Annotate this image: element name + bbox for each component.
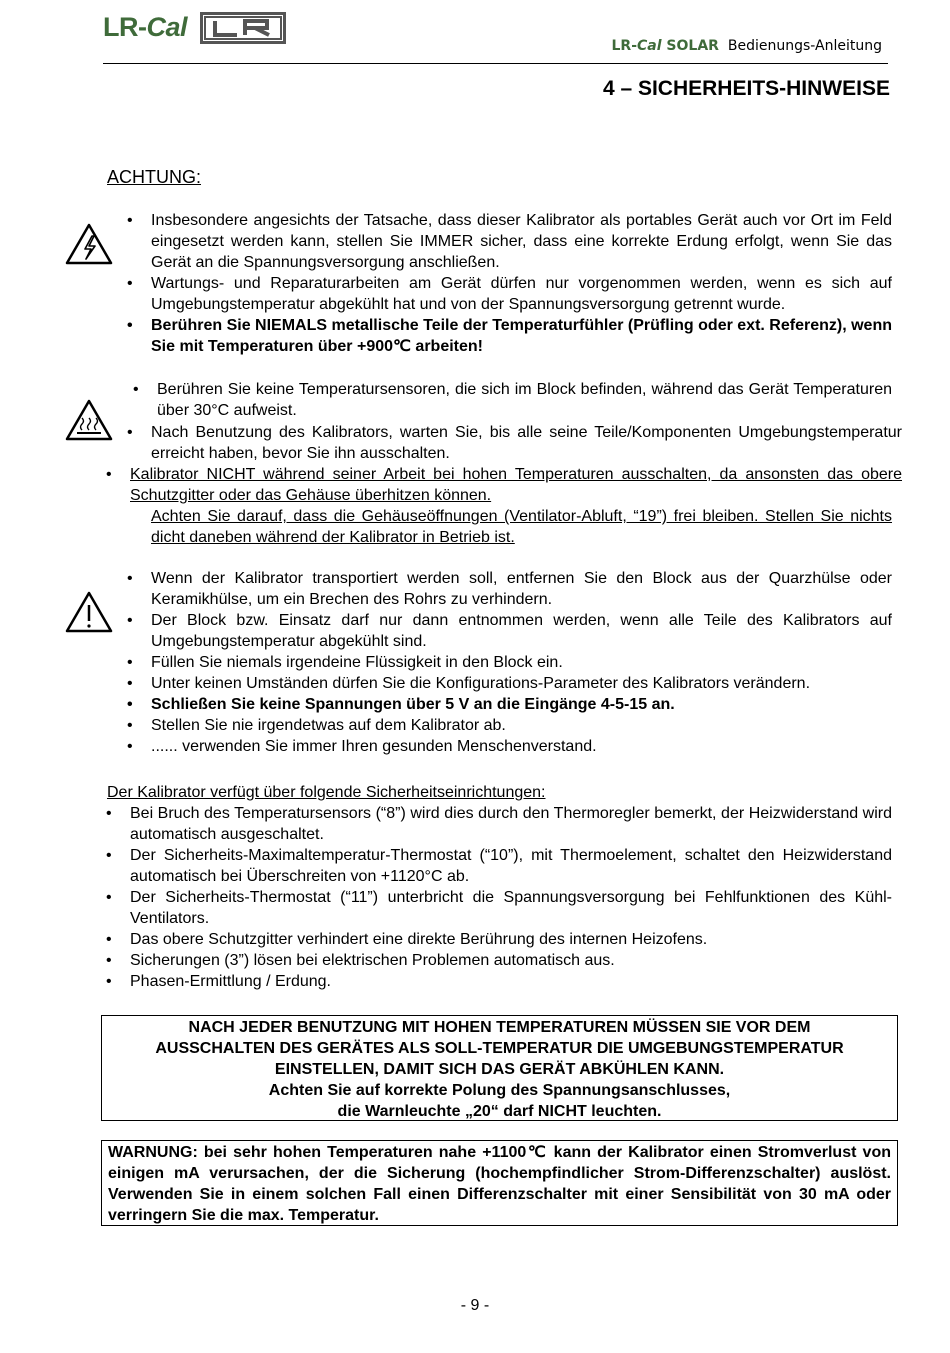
- notice-line: die Warnleuchte „20“ darf NICHT leuchten.: [337, 1103, 662, 1120]
- warning-list-hot-2: [151, 422, 902, 464]
- safety-heading: Der Kalibrator verfügt über folgende Sicherheitseinrichtungen:: [107, 784, 546, 801]
- list-item: • Der Block bzw. Einsatz darf nur dann entnommen werden, wenn alle Teile des Kalibrators auf Umgebungstemperatur abgekühlt sind.: [151, 610, 892, 652]
- notice-line: AUSSCHALTEN DES GERÄTES ALS SOLL-TEMPERATUR DIE UMGEBUNGSTEMPERATUR: [155, 1040, 844, 1057]
- list-item: • Phasen-Ermittlung / Erdung.: [130, 971, 892, 992]
- list-item: • Der Sicherheits-Thermostat (“11”) unterbricht die Spannungsversorgung bei Fehlfunktionen des Kühl-Ventilators.: [130, 887, 892, 929]
- header-divider: [103, 63, 888, 64]
- list-item: • Bei Bruch des Temperatursensors (“8”) wird dies durch den Thermoregler bemerkt, der Heizwiderstand wird automatisch ausgeschaltet.: [130, 803, 892, 845]
- page-number: - 9 -: [460, 1297, 490, 1314]
- leakage-warning-box: WARNUNG: bei sehr hohen Temperaturen nahe +1100℃ kann der Kalibrator einen Stromverlust von einigen mA verursachen, der die Sicherung (hochempfindlicher Strom-Differenzschalter) auslöst. Verwenden Sie in einem solchen Fall einen Differenzschalter mit einer Sensibilität von 30 mA oder verringern Sie die max. Temperatur.: [101, 1140, 898, 1226]
- list-item: • Sicherungen (3”) lösen bei elektrischen Problemen automatisch aus.: [130, 950, 892, 971]
- list-item: • Das obere Schutzgitter verhindert eine direkte Berührung des internen Heizofens.: [130, 929, 892, 950]
- electric-shock-warning-icon: [64, 222, 114, 266]
- notice-line: Achten Sie auf korrekte Polung des Spannungsanschlusses,: [268, 1082, 731, 1099]
- notice-line: NACH JEDER BENUTZUNG MIT HOHEN TEMPERATUREN MÜSSEN SIE VOR DEM: [188, 1019, 811, 1036]
- list-item: • Wenn der Kalibrator transportiert werden soll, entfernen Sie den Block aus der Quarzhülse oder Keramikhülse, um ein Brechen des Rohrs zu verhindern.: [151, 568, 892, 610]
- list-item: • Unter keinen Umständen dürfen Sie die Konfigurations-Parameter des Kalibrators verändern.: [151, 673, 892, 694]
- list-item: • Nach Benutzung des Kalibrators, warten Sie, bis alle seine Teile/Komponenten Umgebungstemperatur erreicht haben, bevor Sie ihn ausschalten.: [151, 422, 902, 464]
- list-item: • Der Sicherheits-Maximaltemperatur-Thermostat (“10”), mit Thermoelement, schaltet den Heizwiderstand automatisch bei Überschreiten von +1120°C ab.: [130, 845, 892, 887]
- warning-list-general: [151, 568, 892, 757]
- warning-list-electrical: [151, 210, 892, 357]
- list-item: • Berühren Sie keine Temperatursensoren, die sich im Block befinden, während das Gerät Temperaturen über 30°C aufweist.: [157, 379, 892, 421]
- list-item: • Berühren Sie NIEMALS metallische Teile der Temperaturfühler (Prüfling oder ext. Referenz), wenn Sie mit Temperaturen über +900℃ arbeiten!: [151, 315, 892, 357]
- ventilation-note: Achten Sie darauf, dass die Gehäuseöffnungen (Ventilator-Abluft, “19”) frei bleiben. Stellen Sie nichts dicht daneben während der Kalibrator in Betrieb ist.: [151, 508, 892, 546]
- achtung-label: ACHTUNG:: [107, 167, 201, 187]
- notice-line: EINSTELLEN, DAMIT SICH DAS GERÄT ABKÜHLEN KANN.: [274, 1061, 725, 1078]
- safety-devices-list: [130, 803, 892, 992]
- document-header: LR-Cal SOLAR Bedienungs-Anleitung: [611, 38, 882, 54]
- section-title: 4 – SICHERHEITS-HINWEISE: [602, 77, 890, 100]
- lr-logo-mark: [200, 12, 286, 44]
- list-item: • Kalibrator NICHT während seiner Arbeit bei hohen Temperaturen ausschalten, da ansonsten das obere Schutzgitter oder das Gehäuse überhitzen können.: [130, 464, 902, 506]
- list-item: • Stellen Sie nie irgendetwas auf dem Kalibrator ab.: [151, 715, 892, 736]
- company-logo: LR-Cal: [103, 12, 188, 42]
- list-item: • ...... verwenden Sie immer Ihren gesunden Menschenverstand.: [151, 736, 892, 757]
- list-item: • Insbesondere angesichts der Tatsache, dass dieser Kalibrator als portables Gerät auch vor Ort im Feld eingesetzt werden kann, stellen Sie IMMER sicher, dass eine korrekte Erdung erfolgt, wenn Sie das Gerät an die Spannungsversorgung anschließen.: [151, 210, 892, 273]
- general-warning-icon: [64, 590, 114, 634]
- hot-surface-warning-icon: [64, 398, 114, 442]
- list-item: • Schließen Sie keine Spannungen über 5 V an die Eingänge 4-5-15 an.: [151, 694, 892, 715]
- list-item: • Wartungs- und Reparaturarbeiten am Gerät dürfen nur vorgenommen werden, wenn es sich auf Umgebungstemperatur abgekühlt hat und von der Spannungsversorgung getrennt wurde.: [151, 273, 892, 315]
- warning-list-hot-3: [130, 464, 902, 506]
- warning-list-hot-1: [157, 379, 892, 421]
- list-item: • Füllen Sie niemals irgendeine Flüssigkeit in den Block ein.: [151, 652, 892, 673]
- cooldown-notice-box: [101, 1015, 898, 1121]
